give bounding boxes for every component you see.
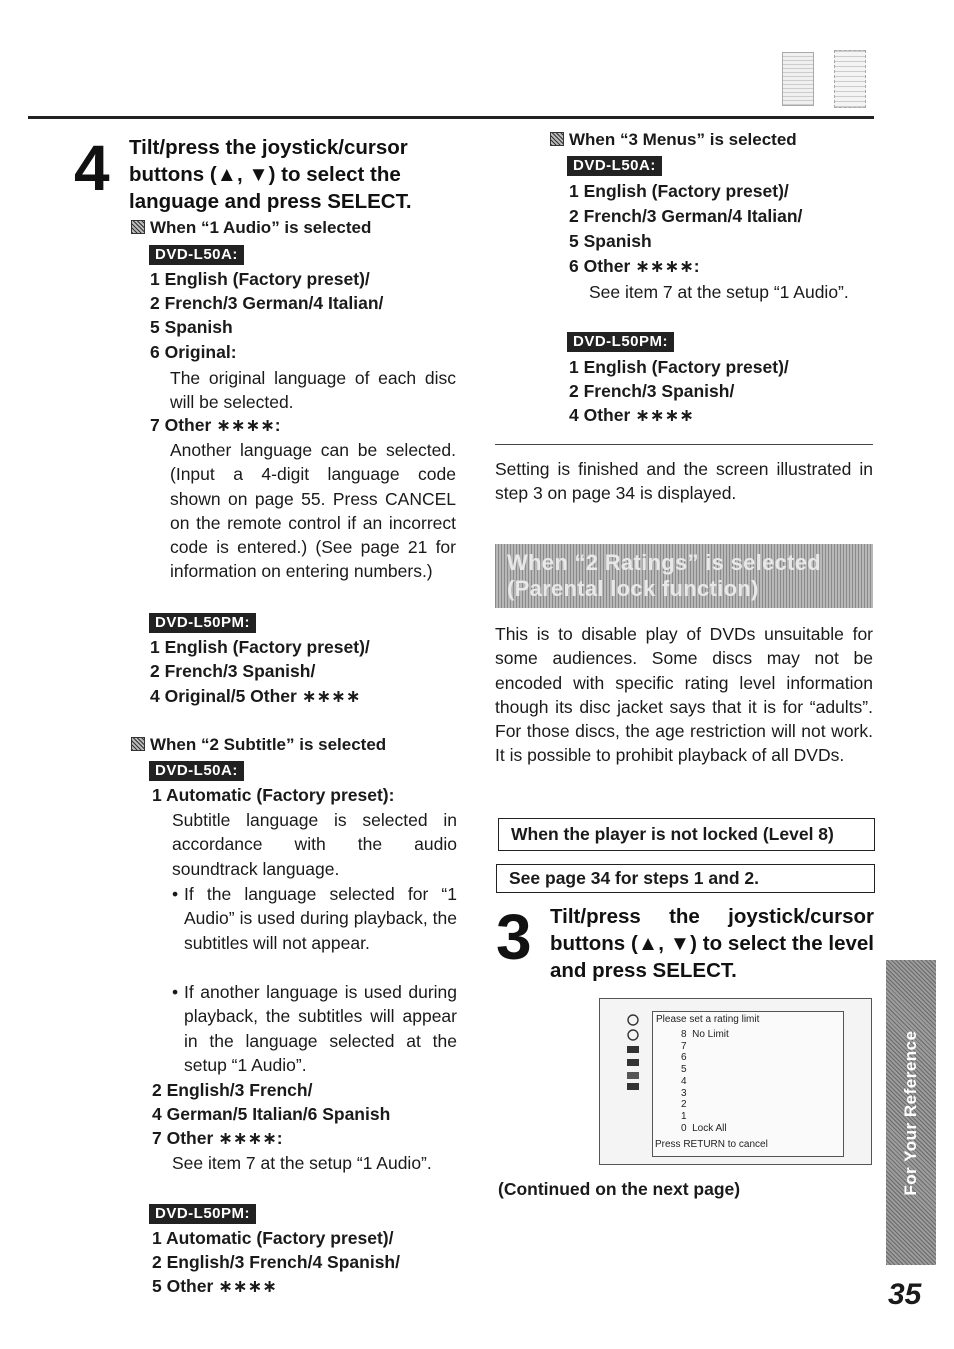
square-bullet-icon: [131, 737, 145, 751]
banner-subtitle: (Parental lock function): [507, 576, 759, 601]
step-instruction: Tilt/press the joystick/cursor buttons (▲, ▼) to select the language and press SELECT.: [129, 136, 412, 213]
model-badge: DVD-L50PM:: [149, 1204, 256, 1224]
continued-note: (Continued on the next page): [498, 1179, 741, 1199]
page-number: 35: [888, 1278, 922, 1311]
model-badge: DVD-L50A:: [149, 245, 244, 265]
level-list: [681, 1029, 729, 1134]
option-item: 7 Other ∗∗∗∗:: [152, 1128, 283, 1148]
bullet-note: [172, 980, 457, 1077]
rating-screen: [599, 998, 872, 1165]
menu-icons: [626, 1013, 640, 1091]
finish-text: Setting is finished and the screen illustrated in step 3 on page 34 is displayed.: [495, 459, 873, 504]
option-description: The original language of each disc will be selected.: [170, 368, 456, 413]
ratings-description: This is to disable play of DVDs unsuitable for some audiences. Some discs may not be encoded with specific rating level information though its disc jacket says that it is for “adults”. For those discs, the age restriction will not work. It is possible to prohibit playback of all DVDs.: [495, 624, 873, 766]
level-item[interactable]: 5: [681, 1064, 687, 1076]
model-badge: DVD-L50PM:: [149, 613, 256, 633]
bullet-dot-icon: •: [172, 884, 179, 904]
model-badge: DVD-L50A:: [567, 156, 662, 176]
level-item[interactable]: 1: [681, 1110, 687, 1122]
option-item: 6 Original:: [150, 342, 237, 362]
level-item[interactable]: 2: [681, 1099, 687, 1111]
section-divider: [495, 444, 873, 445]
rating-dialog: [652, 1011, 844, 1157]
level8-box: When the player is not locked (Level 8): [498, 818, 875, 851]
level-item[interactable]: 3: [681, 1087, 687, 1099]
side-tab: [886, 960, 936, 1265]
dialog-footer: Press RETURN to cancel: [655, 1139, 768, 1150]
option-item: 1 Automatic (Factory preset)/: [152, 1228, 394, 1248]
option-description: Another language can be selected. (Input a 4-digit language code shown on page 55. Press CANCEL on the remote control if an incorrect code is entered.) (See page 21 for information on entering numbers.): [170, 440, 456, 582]
option-item: 7 Other ∗∗∗∗:: [150, 415, 281, 435]
option-item: 4 German/5 Italian/6 Spanish: [152, 1104, 391, 1124]
square-bullet-icon: [131, 220, 145, 234]
bullet-dot-icon: •: [172, 982, 179, 1002]
model-badge: DVD-L50PM:: [567, 332, 674, 352]
option-item: 4 Other ∗∗∗∗: [569, 405, 694, 425]
option-item: 1 English (Factory preset)/: [150, 269, 370, 289]
option-item: 5 Spanish: [569, 231, 652, 251]
level-item[interactable]: 8 No Limit: [681, 1029, 729, 1040]
square-bullet-icon: [550, 132, 564, 146]
option-item: 4 Original/5 Other ∗∗∗∗: [150, 686, 361, 706]
option-item: 2 English/3 French/4 Spanish/: [152, 1252, 400, 1272]
level-item[interactable]: 4: [681, 1075, 687, 1087]
option-item: 2 French/3 German/4 Italian/: [150, 293, 384, 313]
option-item: 2 French/3 Spanish/: [569, 381, 735, 401]
option-item: 2 French/3 German/4 Italian/: [569, 206, 803, 226]
remote-control-icon: [782, 52, 814, 106]
option-item: 6 Other ∗∗∗∗:: [569, 256, 700, 276]
step-instruction: Tilt/press the joystick/cursor buttons (▲, ▼) to select the level and press SELECT.: [550, 905, 874, 982]
step-number: 4: [74, 132, 110, 204]
ratings-banner: [495, 544, 873, 608]
option-item: 1 English (Factory preset)/: [569, 181, 789, 201]
dialog-title: Please set a rating limit: [656, 1014, 760, 1025]
option-item: 1 Automatic (Factory preset):: [152, 785, 395, 805]
option-description: See item 7 at the setup “1 Audio”.: [589, 282, 849, 302]
option-item: 5 Spanish: [150, 317, 233, 337]
level-item[interactable]: 7: [681, 1040, 687, 1052]
model-badge: DVD-L50A:: [149, 761, 244, 781]
audio-heading: When “1 Audio” is selected: [131, 216, 371, 240]
header-rule: [28, 116, 874, 119]
side-tab-label: For Your Reference: [901, 1029, 920, 1196]
banner-title: When “2 Ratings” is selected: [507, 550, 822, 575]
menus-heading: When “3 Menus” is selected: [550, 128, 797, 152]
option-item: 2 French/3 Spanish/: [150, 661, 316, 681]
bullet-text: If the language selected for “1 Audio” is used during playback, the subtitles will not appear.: [184, 884, 457, 953]
level-item[interactable]: 0 Lock All: [681, 1122, 727, 1134]
option-description: See item 7 at the setup “1 Audio”.: [172, 1153, 432, 1173]
option-item: 1 English (Factory preset)/: [569, 357, 789, 377]
bullet-note: [172, 882, 457, 955]
subtitle-heading: When “2 Subtitle” is selected: [131, 733, 386, 757]
bullet-text: If another language is used during playback, the subtitles will appear in the language selected at the setup “1 Audio”.: [184, 982, 457, 1075]
step-number: 3: [496, 901, 532, 973]
level-item[interactable]: 6: [681, 1052, 687, 1064]
option-item: 1 English (Factory preset)/: [150, 637, 370, 657]
dvd-player-icon: [834, 50, 866, 108]
see-page-box: See page 34 for steps 1 and 2.: [496, 864, 875, 893]
option-item: 2 English/3 French/: [152, 1080, 313, 1100]
option-description: Subtitle language is selected in accordance with the audio soundtrack language.: [172, 810, 457, 879]
option-item: 5 Other ∗∗∗∗: [152, 1276, 277, 1296]
